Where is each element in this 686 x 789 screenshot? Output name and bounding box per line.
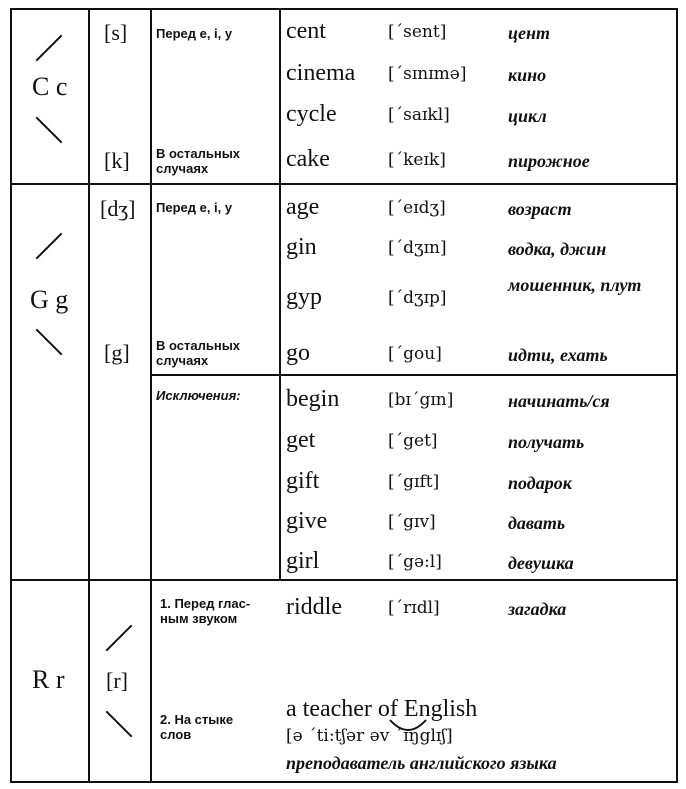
word-age: age bbox=[286, 194, 320, 220]
word-get: get bbox=[286, 427, 316, 453]
transcription-age: [ˊeɪdʒ] bbox=[388, 198, 446, 218]
col-divider-1 bbox=[88, 8, 90, 783]
translation-get: получать bbox=[508, 432, 585, 452]
translation-gin: водка, джин bbox=[508, 239, 607, 259]
col-divider-3 bbox=[279, 8, 281, 580]
translation-cake: пирожное bbox=[508, 151, 590, 171]
translation-age: возраст bbox=[508, 199, 572, 219]
transcription-cycle: [ˊsaɪkl] bbox=[388, 105, 450, 125]
translation-gyp: мошенник, плут bbox=[508, 275, 642, 295]
condition-g-1: Перед е, i, у bbox=[156, 200, 233, 215]
word-gyp: gyp bbox=[286, 284, 322, 310]
word-go: go bbox=[286, 340, 310, 366]
word-girl: girl bbox=[286, 548, 320, 574]
translation-riddle: загадка bbox=[508, 599, 567, 619]
word-cake: cake bbox=[286, 146, 330, 172]
word-give: give bbox=[286, 508, 328, 534]
sound-c-s: [s] bbox=[104, 20, 128, 45]
translation-cycle: цикл bbox=[508, 106, 547, 126]
condition-g-2: В остальных случаях bbox=[156, 338, 241, 368]
translation-begin: начинать/ся bbox=[508, 391, 610, 411]
letter-g: G g bbox=[30, 285, 69, 314]
exceptions-label: Исключения: bbox=[156, 388, 241, 403]
sound-c-k: [k] bbox=[104, 148, 130, 173]
condition-c-1: Перед е, i, у bbox=[156, 26, 233, 41]
word-gin: gin bbox=[286, 234, 317, 260]
word-begin: begin bbox=[286, 386, 340, 412]
transcription-give: [ˊgɪv] bbox=[388, 512, 436, 532]
transcription-begin: [bɪˊgɪn] bbox=[388, 390, 454, 410]
transcription-gin: [ˊdʒɪn] bbox=[388, 238, 447, 258]
condition-c-2: В остальных случаях bbox=[156, 146, 241, 176]
word-gift: gift bbox=[286, 468, 320, 494]
word-cycle: cycle bbox=[286, 101, 337, 127]
condition-r-2: 2. На стыке слов bbox=[160, 712, 234, 742]
sound-g-dzh: [dʒ] bbox=[100, 196, 136, 221]
phrase-text: a teacher of English bbox=[286, 696, 478, 722]
word-cent: cent bbox=[286, 18, 326, 44]
translation-gift: подарок bbox=[508, 473, 572, 493]
condition-r-1: 1. Перед глас-ным звуком bbox=[160, 596, 251, 626]
phrase-translation: преподаватель английского языка bbox=[286, 753, 557, 773]
translation-go: идти, ехать bbox=[508, 345, 608, 365]
transcription-girl: [ˊgə:l] bbox=[388, 552, 442, 572]
transcription-riddle: [ˊrɪdl] bbox=[388, 598, 440, 618]
letter-r: R r bbox=[32, 665, 65, 694]
word-riddle: riddle bbox=[286, 594, 342, 620]
translation-girl: девушка bbox=[508, 553, 574, 573]
row-divider-c-g bbox=[10, 183, 678, 185]
col-divider-2 bbox=[150, 8, 152, 783]
sound-g-g: [g] bbox=[104, 340, 130, 365]
letter-c: C c bbox=[32, 72, 68, 101]
transcription-gyp: [ˊdʒɪp] bbox=[388, 288, 447, 308]
translation-cinema: кино bbox=[508, 65, 547, 85]
word-cinema: cinema bbox=[286, 60, 356, 86]
transcription-cent: [ˊsent] bbox=[388, 22, 447, 42]
transcription-gift: [ˊgɪft] bbox=[388, 472, 440, 492]
row-divider-g-r bbox=[10, 579, 678, 581]
transcription-cake: [ˊkeɪk] bbox=[388, 150, 446, 170]
transcription-go: [ˊgou] bbox=[388, 344, 442, 364]
transcription-cinema: [ˊsɪnɪmə] bbox=[388, 64, 467, 84]
phrase-transcription: [ə ˊti:tʃər əv ˊɪŋglɪʃ] bbox=[286, 726, 453, 746]
row-divider-exceptions bbox=[150, 374, 678, 376]
translation-cent: цент bbox=[508, 23, 550, 43]
transcription-get: [ˊget] bbox=[388, 431, 438, 451]
sound-r: [r] bbox=[106, 668, 128, 693]
translation-give: давать bbox=[508, 513, 566, 533]
